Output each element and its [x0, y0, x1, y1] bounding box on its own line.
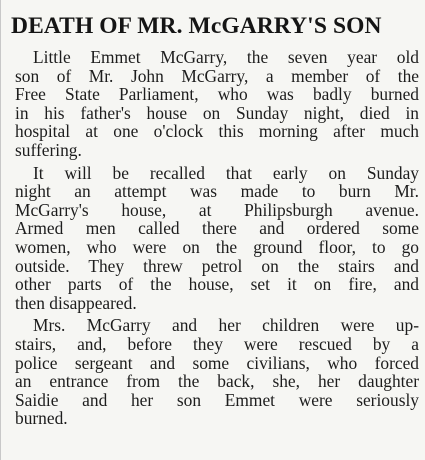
text-line: Armed men called there and ordered some [15, 218, 419, 239]
article-paragraph-1 [15, 48, 419, 160]
article-paragraph-2 [15, 164, 419, 313]
text-line: outside. They threw petrol on the stairs and [15, 255, 419, 276]
text-line: Little Emmet McGarry, the seven year old [33, 47, 419, 67]
text-line: Free State Parliament, who was badly burned [15, 84, 419, 105]
text-line: police sergeant and some civilians, who forced [15, 352, 419, 373]
text-line: women, who were on the ground floor, to go [15, 236, 419, 257]
article-headline: DEATH OF MR. McGARRY'S SON [11, 13, 382, 39]
text-line: in his father's house on Sunday night, died in [15, 102, 419, 123]
article-body [15, 48, 419, 432]
text-line: hospital at one o'clock this morning after much [15, 121, 419, 142]
text-line: suffering. [15, 139, 82, 160]
text-line: son of Mr. John McGarry, a member of the [15, 65, 419, 86]
text-line: night an attempt was made to burn Mr. [15, 181, 419, 202]
text-line: It will be recalled that early on Sunday [33, 162, 419, 183]
text-line: an entrance from the back, she, her daughter [15, 371, 419, 392]
text-line: McGarry's house, at Philipsburgh avenue. [15, 199, 419, 220]
text-line: other parts of the house, set it on fire, and [15, 274, 419, 295]
article-paragraph-3 [15, 316, 419, 428]
text-line: burned. [15, 408, 68, 429]
text-line: Saidie and her son Emmet were seriously [15, 389, 419, 410]
text-line: then disappeared. [15, 292, 137, 313]
text-line: stairs, and, before they were rescued by a [15, 333, 419, 354]
text-line: Mrs. McGarry and her children were up- [33, 315, 419, 336]
